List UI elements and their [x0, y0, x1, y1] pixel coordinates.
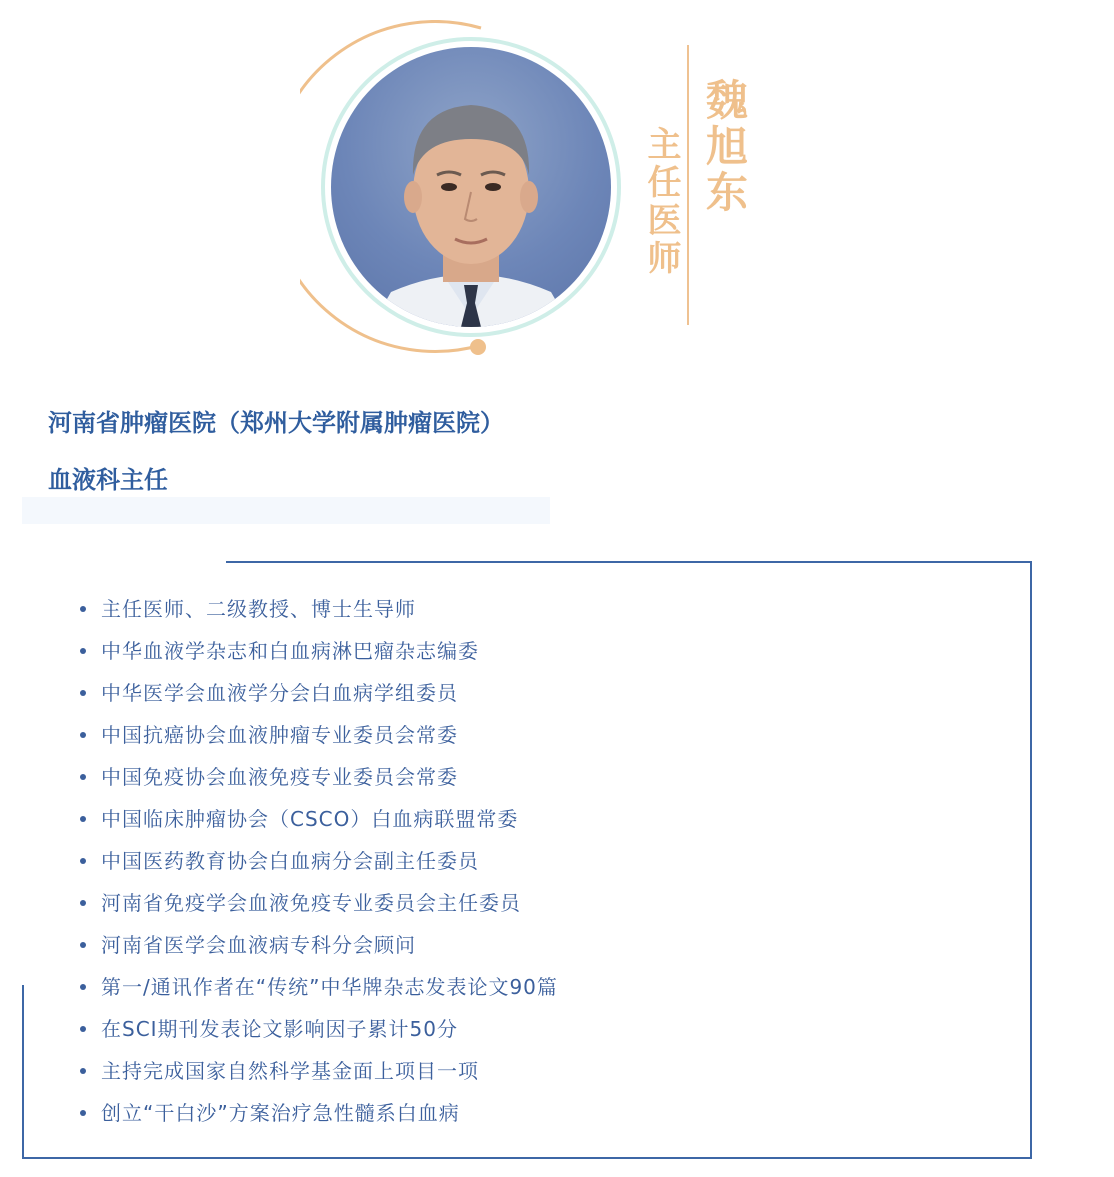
credential-text: 中国免疫协会血液免疫专业委员会常委	[101, 765, 458, 789]
credential-text: 主持完成国家自然科学基金面上项目一项	[101, 1059, 479, 1083]
list-item	[80, 840, 558, 882]
frame-border-right	[1030, 561, 1032, 1159]
doctor-photo	[331, 47, 611, 327]
frame-border-top	[226, 561, 1032, 563]
list-item	[80, 672, 558, 714]
credential-text: 中华血液学杂志和白血病淋巴瘤杂志编委	[101, 639, 479, 663]
frame-border-bottom	[22, 1157, 1032, 1159]
list-item	[80, 1092, 558, 1134]
credential-text: 中华医学会血液学分会白血病学组委员	[101, 681, 458, 705]
portrait-frame	[300, 20, 640, 360]
credential-text: 河南省医学会血液病专科分会顾问	[101, 933, 416, 957]
credential-text: 主任医师、二级教授、博士生导师	[101, 597, 416, 621]
bullet-icon	[80, 606, 86, 612]
list-item	[80, 882, 558, 924]
credential-text: 第一/通讯作者在“传统”中华牌杂志发表论文90篇	[101, 975, 558, 999]
doctor-name: 魏旭东	[700, 78, 749, 216]
bullet-icon	[80, 1110, 86, 1116]
credential-text: 在SCI期刊发表论文影响因子累计50分	[101, 1017, 459, 1041]
list-item	[80, 630, 558, 672]
bullet-icon	[80, 942, 86, 948]
credential-text: 河南省免疫学会血液免疫专业委员会主任委员	[101, 891, 521, 915]
credential-text: 创立“干白沙”方案治疗急性髓系白血病	[101, 1101, 460, 1125]
list-item	[80, 588, 558, 630]
list-item	[80, 1050, 558, 1092]
list-item	[80, 798, 558, 840]
bullet-icon	[80, 1068, 86, 1074]
list-item	[80, 924, 558, 966]
hospital-name: 河南省肿瘤医院（郑州大学附属肿瘤医院）	[48, 409, 504, 437]
bullet-icon	[80, 984, 86, 990]
bullet-icon	[80, 858, 86, 864]
bullet-icon	[80, 1026, 86, 1032]
doctor-title: 主任医师	[641, 126, 681, 278]
bullet-icon	[80, 732, 86, 738]
list-item	[80, 714, 558, 756]
credential-text: 中国临床肿瘤协会（CSCO）白血病联盟常委	[101, 807, 519, 831]
list-item	[80, 1008, 558, 1050]
credential-text: 中国抗癌协会血液肿瘤专业委员会常委	[101, 723, 458, 747]
highlight-bar	[22, 497, 550, 524]
bullet-icon	[80, 774, 86, 780]
credentials-list	[80, 588, 558, 1134]
list-item	[80, 966, 558, 1008]
credential-text: 中国医药教育协会白血病分会副主任委员	[101, 849, 479, 873]
orange-dot	[470, 339, 486, 355]
list-item	[80, 756, 558, 798]
bullet-icon	[80, 648, 86, 654]
department-title: 血液科主任	[48, 466, 168, 494]
bullet-icon	[80, 690, 86, 696]
frame-border-left	[22, 985, 24, 1159]
bullet-icon	[80, 816, 86, 822]
bullet-icon	[80, 900, 86, 906]
